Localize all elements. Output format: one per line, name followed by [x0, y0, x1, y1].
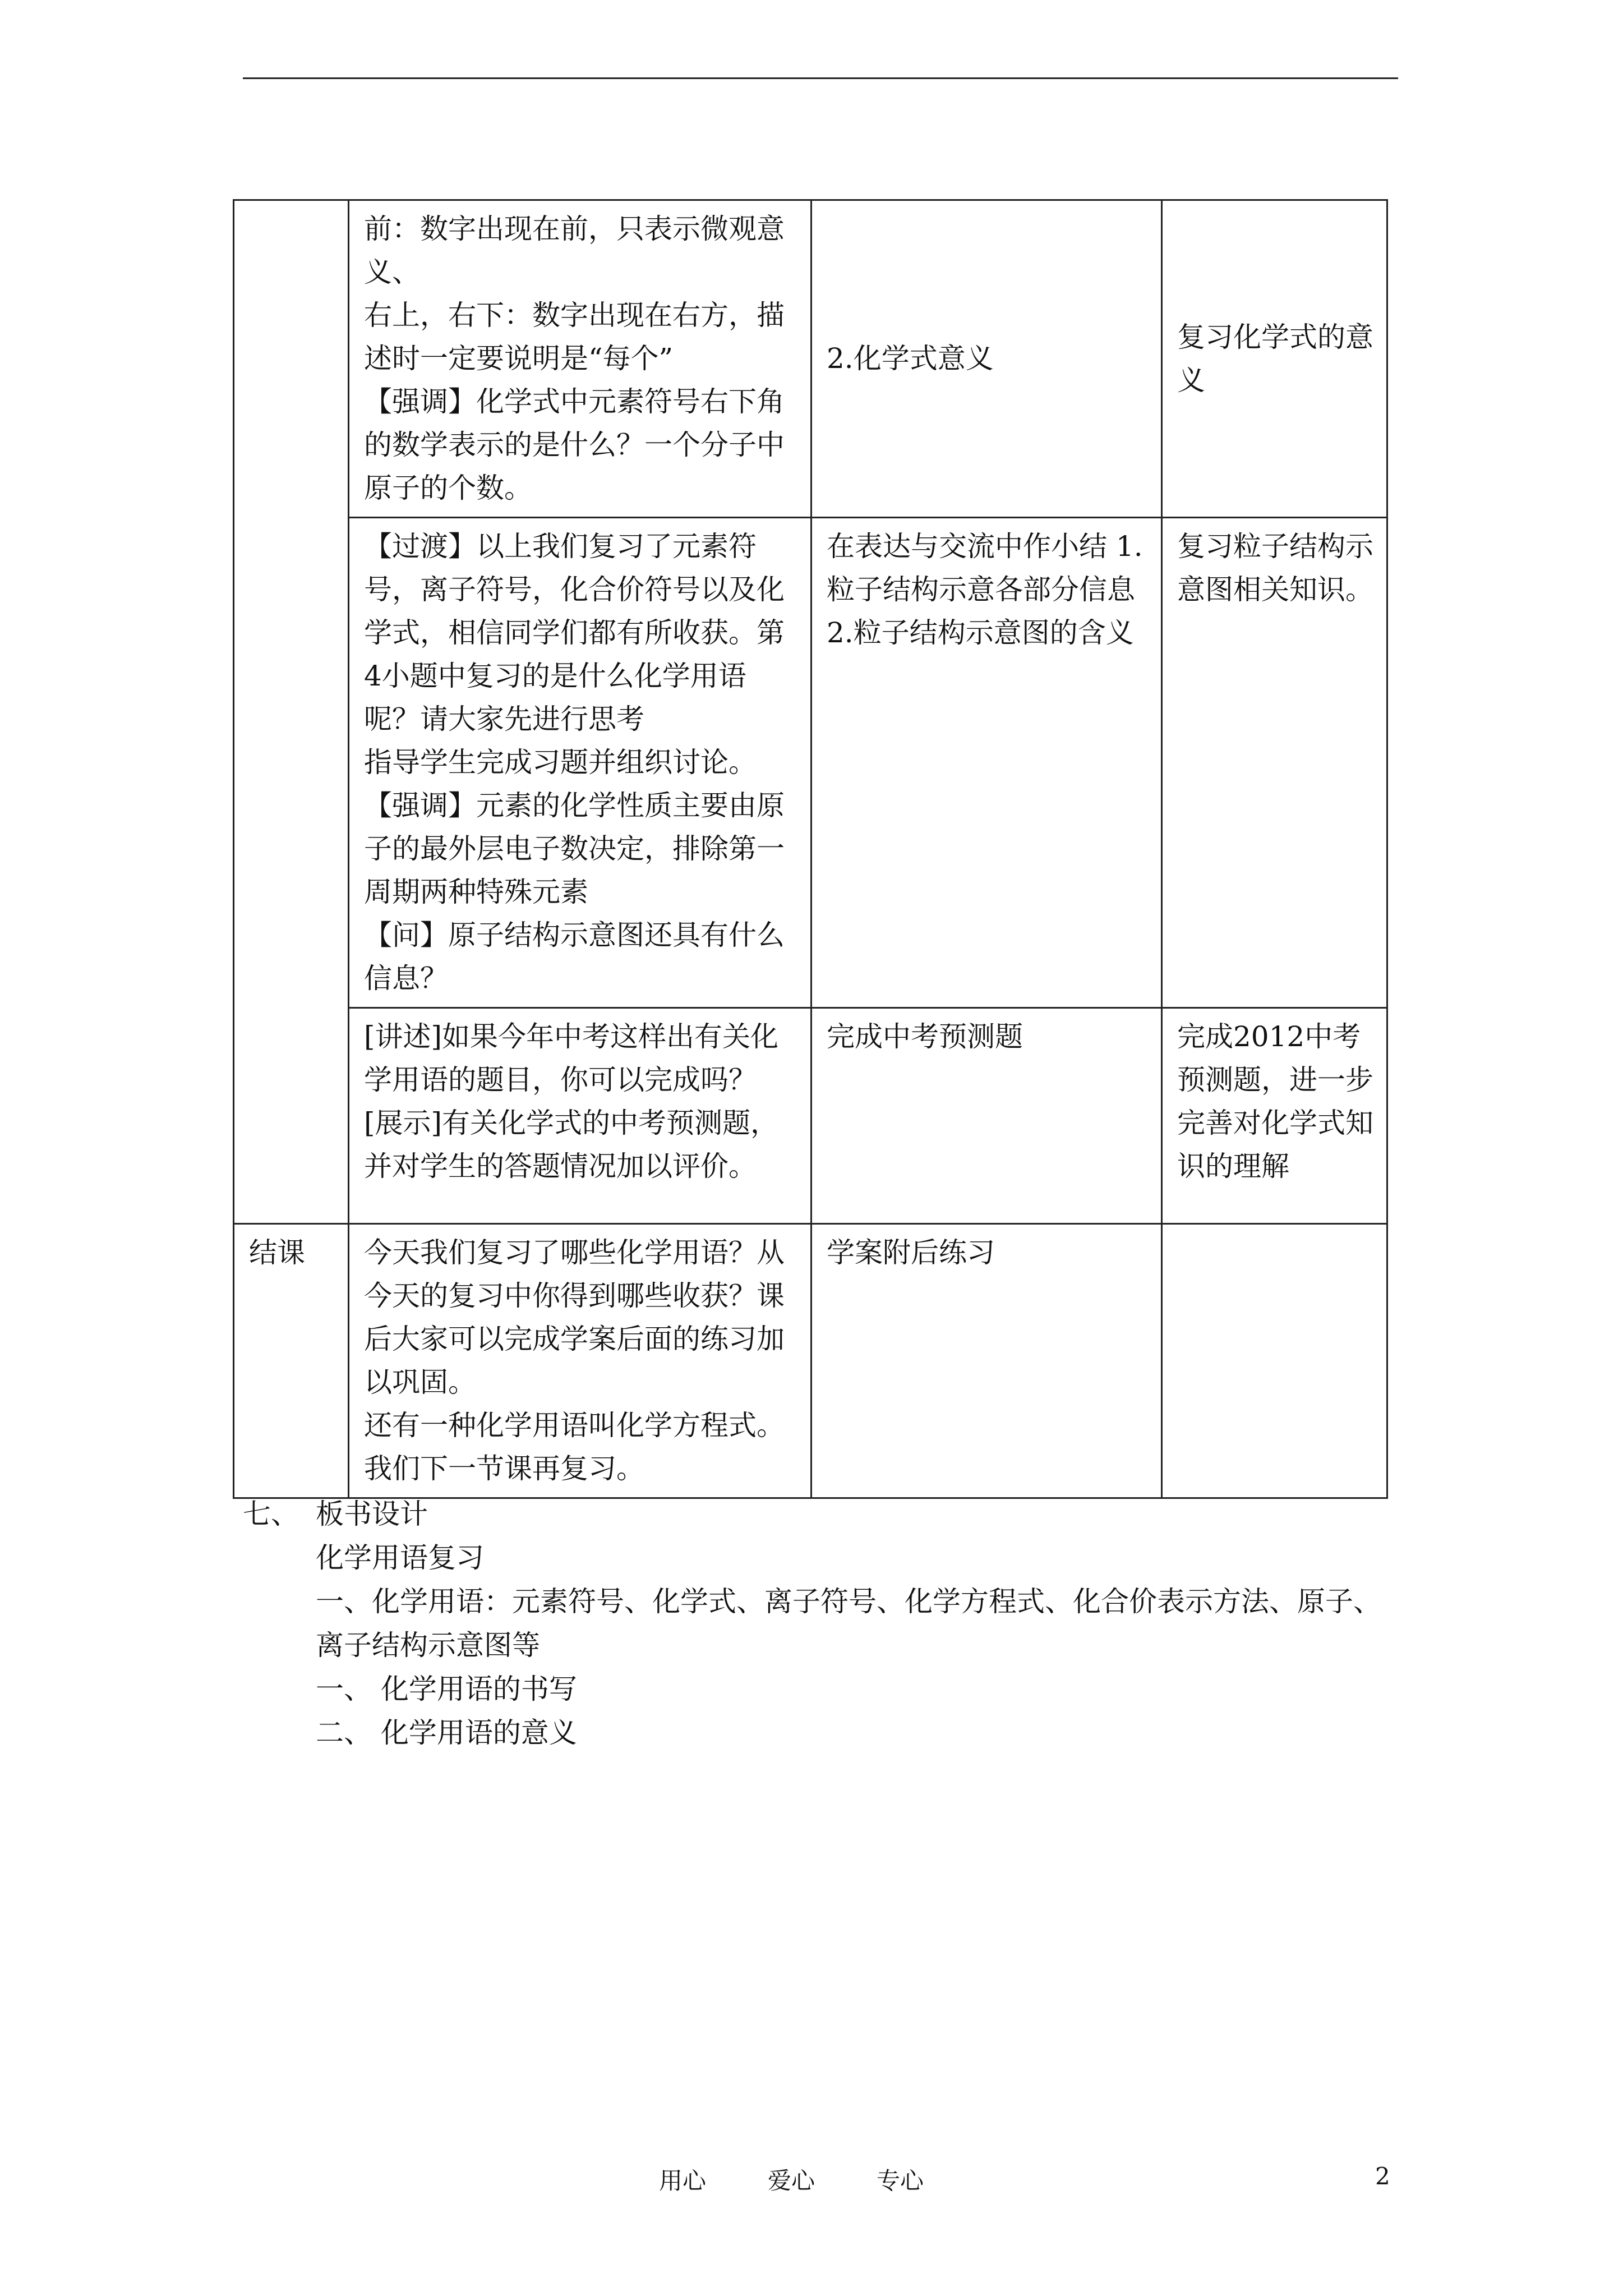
intent-line: 完成2012中考预测题，进一步完善对化学式知识的理解 — [1177, 1020, 1373, 1182]
table-row — [234, 200, 1387, 518]
teacher-line: 右上，右下：数字出现在右方，描述时一定要说明是“每个” — [364, 299, 785, 375]
motto-word: 用心 — [659, 2167, 707, 2194]
board-item: 一、 化学用语的书写 — [316, 1673, 577, 1705]
teacher-line: 【过渡】以上我们复习了元素符号，离子符号，化合价符号以及化学式，相信同学们都有所收获。第4小题中复习的是什么化学用语呢？请大家先进行思考 — [364, 530, 785, 735]
teacher-line: [讲述]如果今年中考这样出有关化学用语的题目，你可以完成吗？ — [364, 1020, 779, 1096]
teacher-line: 【强调】化学式中元素符号右下角的数学表示的是什么？一个分子中原子的个数。 — [364, 385, 785, 504]
header-rule — [243, 77, 1398, 79]
teacher-activity-cell — [349, 1224, 811, 1498]
teacher-activity-cell — [349, 1008, 811, 1224]
teacher-line: 【强调】元素的化学性质主要由原子的最外层电子数决定，排除第一周期两种特殊元素 — [364, 789, 785, 908]
board-design-section — [243, 1492, 1381, 1755]
table-row — [234, 1224, 1387, 1498]
footer-motto — [659, 2162, 985, 2196]
teacher-line: 前：数字出现在前，只表示微观意义、 — [364, 213, 785, 288]
stage-cell — [234, 200, 349, 1224]
page-number: 2 — [1375, 2162, 1390, 2190]
design-intent-cell — [1162, 1224, 1387, 1498]
teacher-line: [展示]有关化学式的中考预测题，并对学生的答题情况加以评价。 — [364, 1107, 779, 1182]
student-activity-cell — [811, 518, 1162, 1008]
intent-line: 复习化学式的意义 — [1177, 320, 1373, 397]
student-activity-cell — [811, 200, 1162, 518]
teacher-activity-cell — [349, 518, 811, 1008]
student-line: 在表达与交流中作小结 1.粒子结构示意各部分信息 2.粒子结构示意图的含义 — [827, 530, 1143, 649]
board-item: 二、 化学用语的意义 — [316, 1717, 577, 1749]
teacher-line: 指导学生完成习题并组织讨论。 — [364, 746, 757, 779]
student-activity-cell — [811, 1224, 1162, 1498]
table-row — [234, 518, 1387, 1008]
board-title: 化学用语复习 — [316, 1542, 484, 1574]
teacher-line: 还有一种化学用语叫化学方程式。我们下一节课再复习。 — [364, 1409, 785, 1485]
teacher-activity-cell — [349, 200, 811, 518]
student-line: 完成中考预测题 — [827, 1020, 1023, 1053]
stage-cell: 结课 — [234, 1224, 349, 1498]
design-intent-cell — [1162, 518, 1387, 1008]
teacher-line: 【问】原子结构示意图还具有什么信息？ — [364, 919, 785, 995]
student-line: 学案附后练习 — [827, 1236, 995, 1269]
section-heading — [243, 1492, 1381, 1536]
motto-word: 专心 — [877, 2167, 924, 2194]
section-number: 七、 — [243, 1498, 299, 1530]
board-line-continued: 离子结构示意图等 — [316, 1629, 540, 1662]
lesson-table — [233, 199, 1388, 1499]
motto-word: 爱心 — [768, 2167, 815, 2194]
table-row — [234, 1008, 1387, 1224]
student-activity-cell — [811, 1008, 1162, 1224]
design-intent-cell — [1162, 1008, 1387, 1224]
board-line: 一、化学用语：元素符号、化学式、离子符号、化学方程式、化合价表示方法、原子、 — [316, 1585, 1381, 1618]
intent-line: 复习粒子结构示意图相关知识。 — [1177, 530, 1373, 606]
student-line: 2.化学式意义 — [827, 342, 994, 375]
teacher-line: 今天我们复习了哪些化学用语？从今天的复习中你得到哪些收获？课后大家可以完成学案后面的练习加以巩固。 — [364, 1236, 785, 1398]
section-title: 板书设计 — [316, 1498, 428, 1530]
design-intent-cell — [1162, 200, 1387, 518]
